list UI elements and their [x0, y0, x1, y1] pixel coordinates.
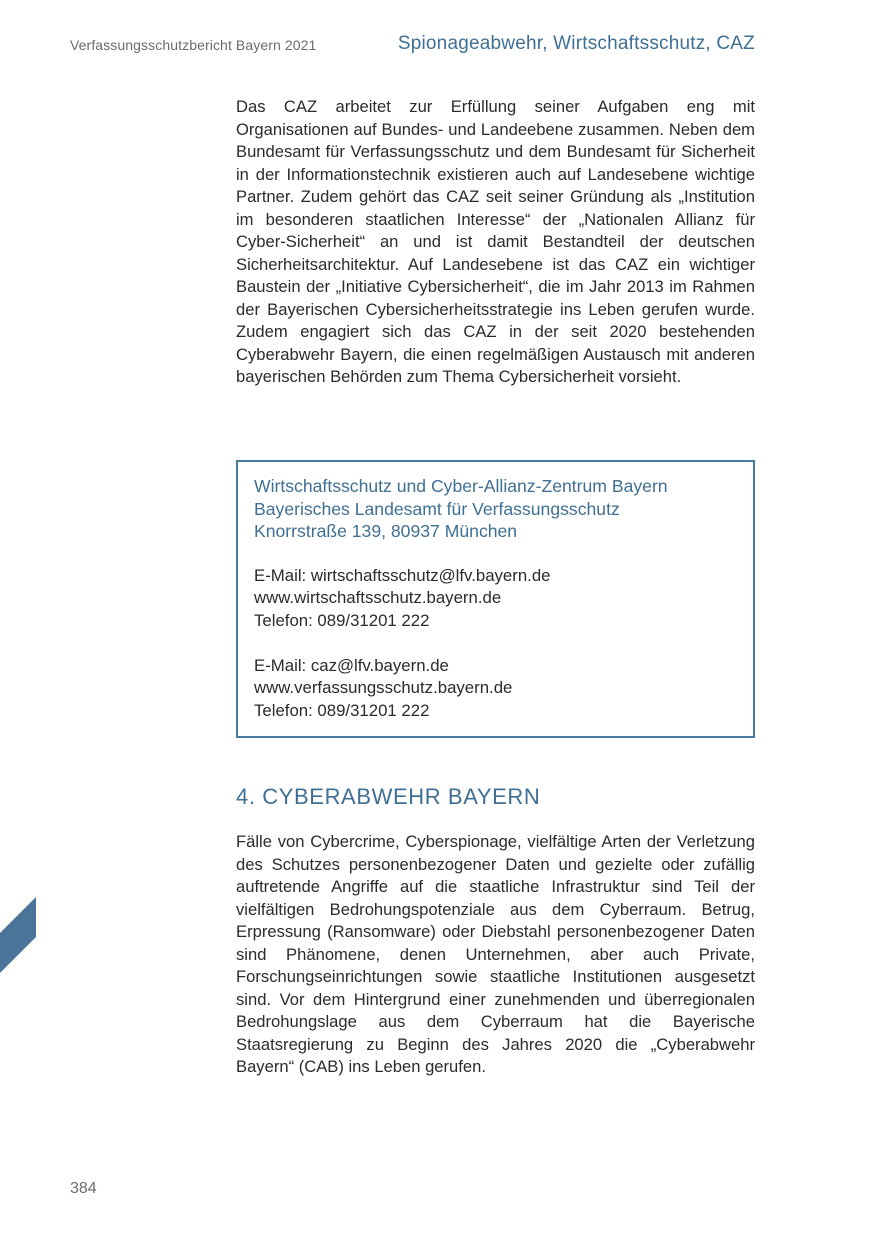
- page-number: 384: [70, 1180, 97, 1197]
- chapter-edge-tab-shape: [0, 897, 36, 973]
- email-line: E-Mail: caz@lfv.bayern.de: [254, 655, 449, 675]
- contact-title-line: Bayerisches Landesamt für Verfassungsschutz: [254, 498, 620, 519]
- website-line: www.verfassungsschutz.bayern.de: [254, 678, 513, 698]
- phone-line: Telefon: 089/31201 222: [254, 610, 430, 630]
- running-header-left: Verfassungsschutzbericht Bayern 2021: [70, 37, 317, 53]
- contact-box-content: [254, 475, 737, 722]
- chapter-edge-tab: [0, 897, 36, 973]
- website-line: www.wirtschaftsschutz.bayern.de: [254, 588, 502, 608]
- phone-line: Telefon: 089/31201 222: [254, 700, 430, 720]
- body-paragraph-1: Das CAZ arbeitet zur Erfüllung seiner Aufgaben eng mit Organisationen auf Bundes- und Landeebene zusammen. Neben dem Bundesamt für Verfassungsschutz und dem Bundesamt für Sicherheit in der Informationstechnik existieren auch auf Landesebene wichtige Partner. Zudem gehört das CAZ seit seiner Gründung als „Institution im besonderen staatlichen Interesse“ der „Nationalen Allianz für Cyber-Sicherheit“ an und ist damit Bestandteil der deutschen Sicherheitsarchitektur. Auf Landesebene ist das CAZ ein wichtiger Baustein der „Initiative Cybersicherheit“, die im Jahr 2013 im Rahmen der Bayerischen Cybersicherheitsstrategie ins Leben gerufen wurde. Zudem engagiert sich das CAZ in der seit 2020 bestehenden Cyberabwehr Bayern, die einen regelmäßigen Austausch mit anderen bayerischen Behörden zum Thema Cybersicherheit vorsieht.: [236, 97, 755, 386]
- body-paragraph-2: Fälle von Cybercrime, Cyberspionage, vielfältige Arten der Verletzung des Schutzes personenbezogener Daten und gezielte oder zufällig auftretende Angriffe auf die staatliche Infrastruktur sind Teil der vielfältigen Bedrohungspotenziale aus dem Cyberraum. Betrug, Erpressung (Ransomware) oder Diebstahl personenbezogener Daten sind Phänomene, denen Unternehmen, aber auch Private, Forschungseinrichtungen sowie staatliche Institutionen ausgesetzt sind. Vor dem Hintergrund einer zunehmenden und überregionalen Bedrohungslage aus dem Cyberraum hat die Bayerische Staatsregierung zu Beginn des Jahres 2020 die „Cyberabwehr Bayern“ (CAB) ins Leben gerufen.: [236, 832, 755, 1076]
- contact-title-line: Wirtschaftsschutz und Cyber-Allianz-Zentrum Bayern: [254, 476, 668, 496]
- contact-box: [236, 460, 755, 738]
- email-line: E-Mail: wirtschaftsschutz@lfv.bayern.de: [254, 565, 551, 585]
- running-header-right: Spionageabwehr, Wirtschaftsschutz, CAZ: [397, 33, 755, 54]
- contact-address: Knorrstraße 139, 80937 München: [254, 521, 518, 542]
- section-heading: 4. CYBERABWEHR BAYERN: [236, 784, 541, 809]
